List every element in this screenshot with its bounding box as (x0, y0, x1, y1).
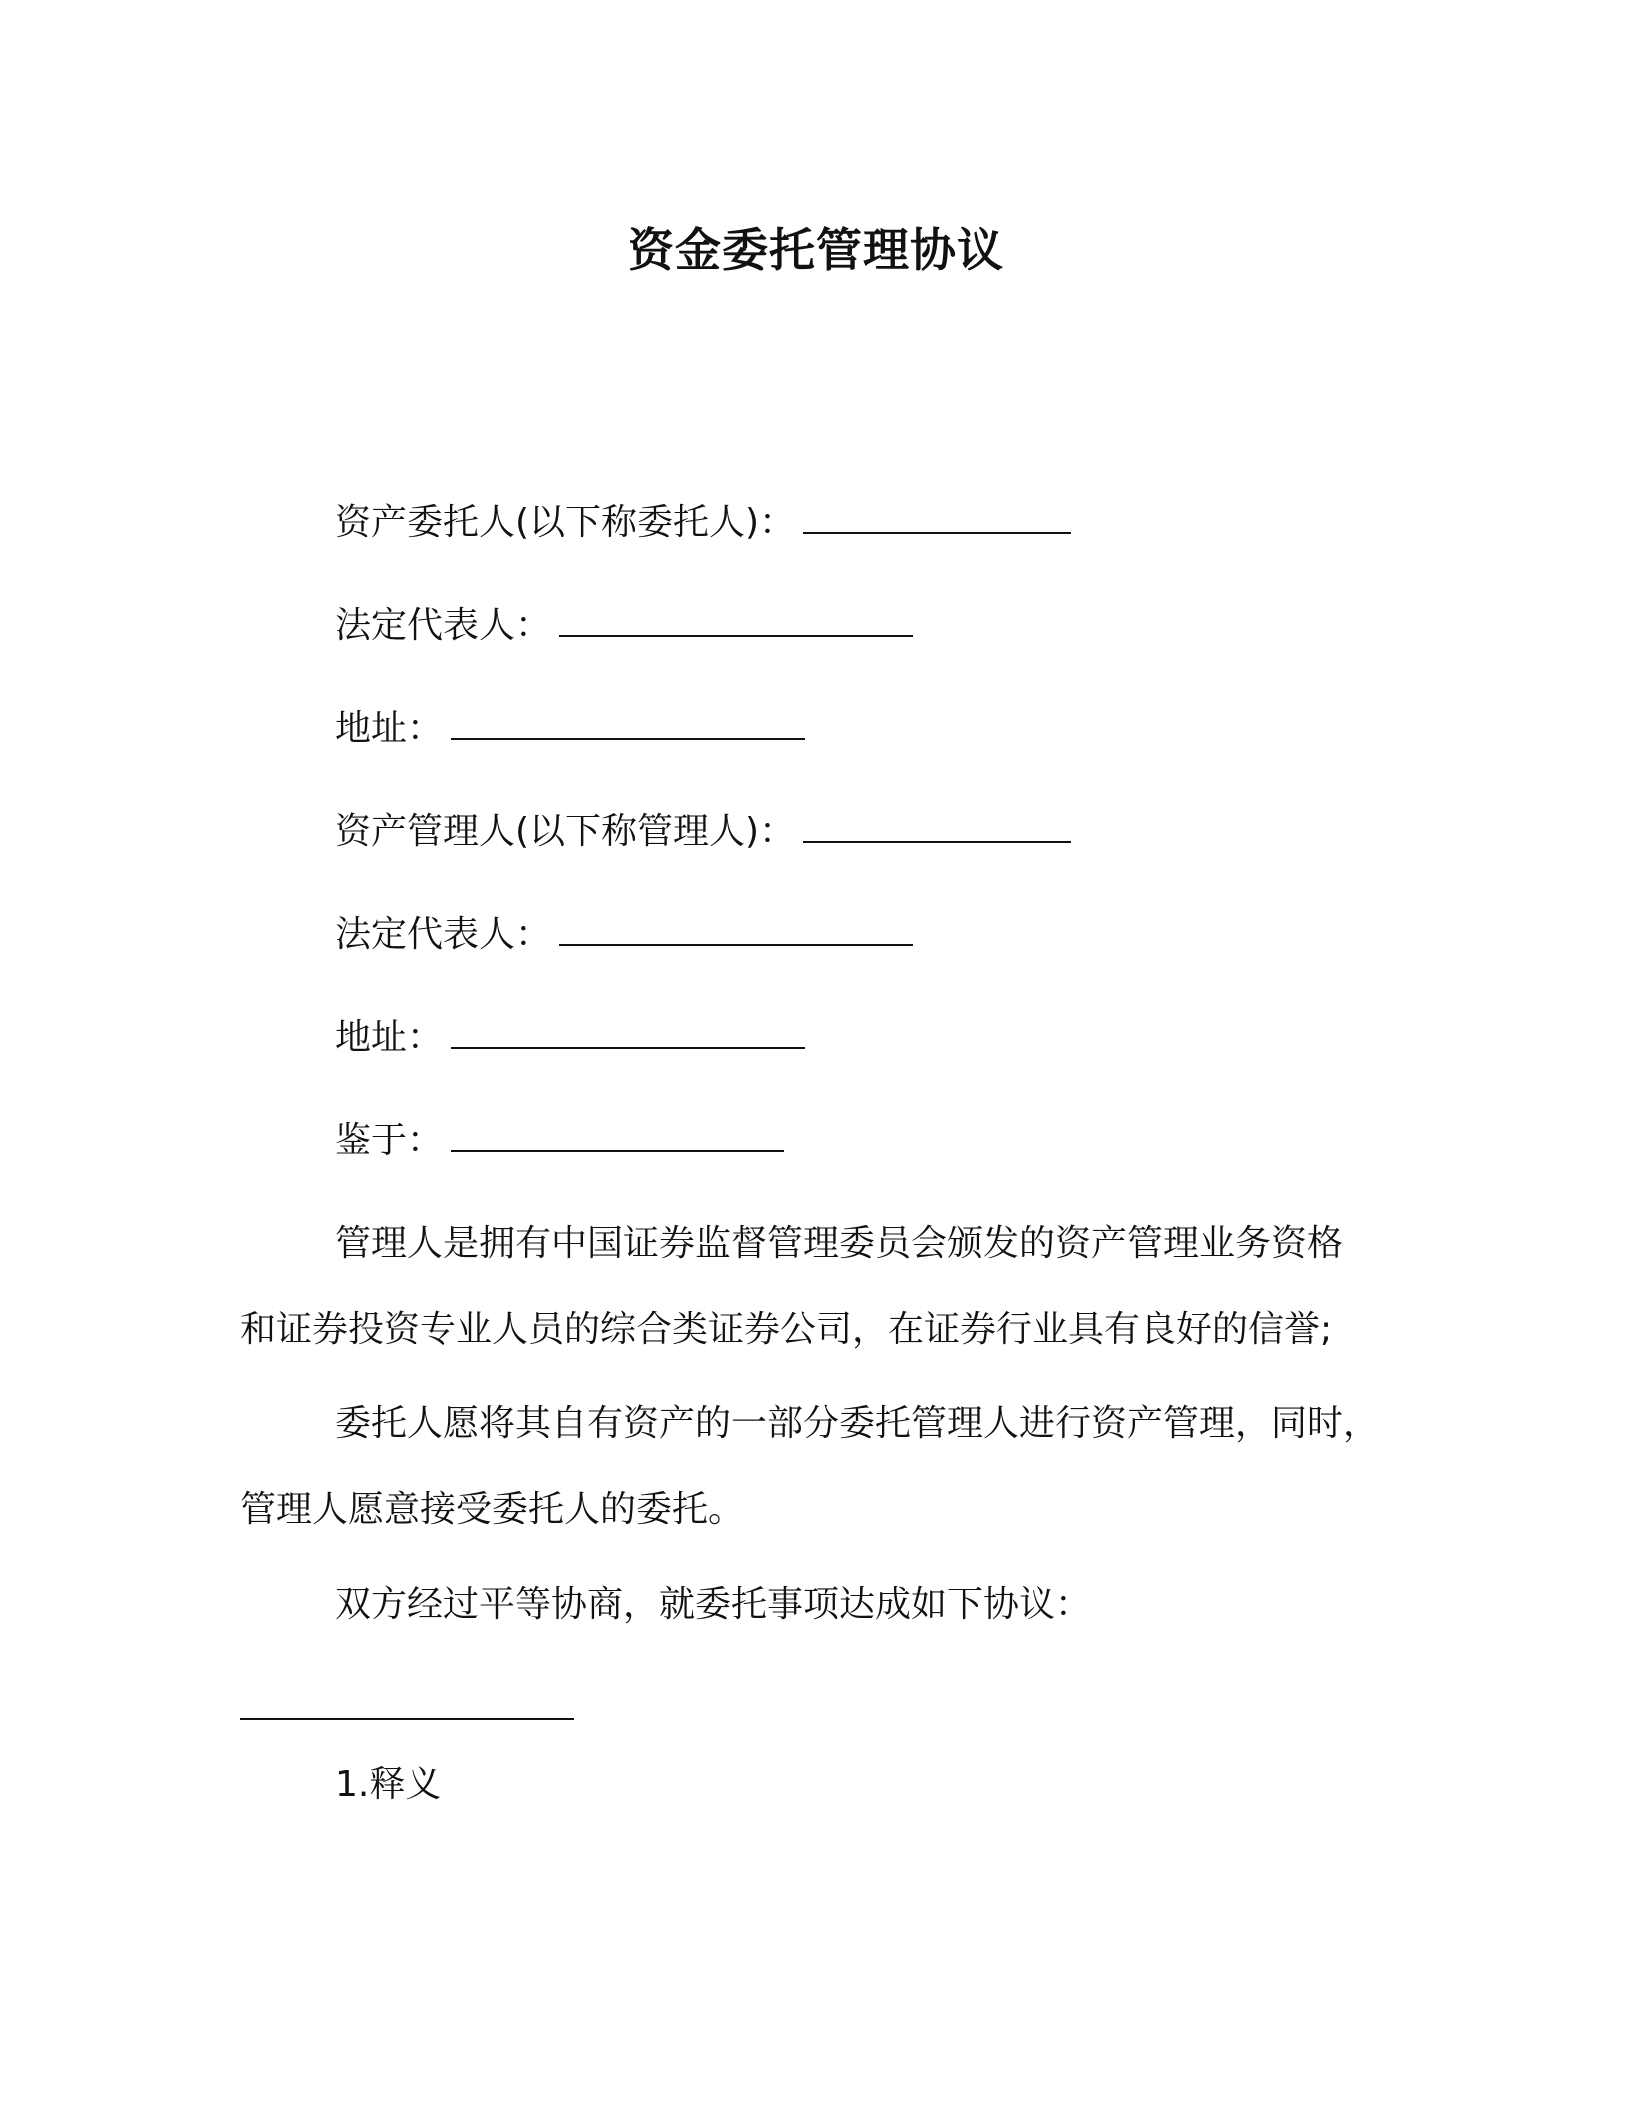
section-heading: 1.释义 (335, 1764, 442, 1805)
fill-in-blank (451, 1013, 805, 1049)
field-label: 地址： (335, 708, 444, 749)
field-label: 法定代表人： (335, 605, 552, 646)
field-manager-address (335, 1013, 805, 1063)
fill-in-blank (559, 601, 913, 637)
paragraph-line: 管理人是拥有中国证券监督管理委员会颁发的资产管理业务资格 (335, 1223, 1344, 1264)
document-title: 资金委托管理协议 (628, 223, 1004, 277)
fill-in-blank (803, 498, 1071, 534)
paragraph-line: 管理人愿意接受委托人的委托。 (240, 1489, 745, 1530)
fill-in-blank (451, 1116, 784, 1152)
agreement-intro: 双方经过平等协商，就委托事项达成如下协议： (335, 1584, 1092, 1625)
field-entrustor-legal-rep (335, 601, 913, 651)
fill-in-blank (559, 910, 913, 946)
field-label: 法定代表人： (335, 914, 552, 955)
fill-in-blank (451, 704, 805, 740)
paragraph-entrustment-intent (240, 1399, 1420, 1535)
field-label: 资产管理人(以下称管理人)： (335, 811, 796, 852)
paragraph-manager-qualification (240, 1219, 1420, 1355)
field-manager (335, 807, 1071, 857)
field-manager-legal-rep (335, 910, 913, 960)
paragraph-line: 和证券投资专业人员的综合类证券公司，在证券行业具有良好的信誉; (240, 1309, 1333, 1350)
field-label: 资产委托人(以下称委托人)： (335, 502, 796, 543)
field-label: 鉴于： (335, 1120, 444, 1161)
field-entrustor (335, 498, 1071, 548)
field-whereas (335, 1116, 784, 1166)
separator-blank-line (240, 1718, 574, 1720)
field-label: 地址： (335, 1017, 444, 1058)
paragraph-line: 委托人愿将其自有资产的一部分委托管理人进行资产管理，同时， (335, 1403, 1380, 1444)
field-entrustor-address (335, 704, 805, 754)
fill-in-blank (803, 807, 1071, 843)
